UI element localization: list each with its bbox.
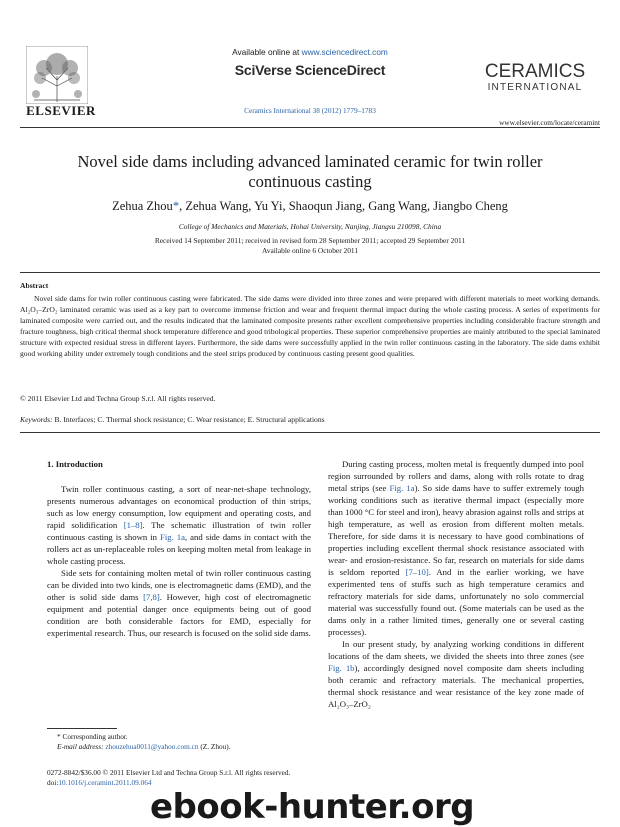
email-link[interactable]: zhouzehua0011@yahoo.com.cn (105, 742, 199, 751)
corresponding-author-mark[interactable]: * (172, 199, 180, 213)
available-online-date: Available online 6 October 2011 (261, 246, 359, 255)
ebook-hunter-watermark: ebook-hunter.org (150, 787, 475, 827)
fig-1a-link-2[interactable]: Fig. 1a (389, 483, 415, 493)
right-column (328, 458, 584, 710)
first-author: Zehua Zhou (112, 199, 173, 213)
journal-logo-international: INTERNATIONAL (487, 82, 583, 93)
text-run: In our present study, by analyzing working conditions in different locations of the dam sheets, we divided the sheets into three zones (see (328, 639, 584, 661)
intro-paragraph-3 (328, 458, 584, 638)
received-dates: Received 14 September 2011; received in revised form 28 September 2011; accepted 29 September 2011 (154, 236, 466, 245)
email-suffix: (Z. Zhou). (198, 742, 231, 751)
coauthors: , Zehua Wang, Yu Yi, Shaoqun Jiang, Gang Wang, Jiangbo Cheng (179, 199, 508, 213)
doi-link[interactable]: 10.1016/j.ceramint.2011.09.064 (58, 778, 152, 787)
text-run: During casting process, molten metal is frequently dumped into pool region surrounded by rollers and dams, along with rolls rotate to drag metal strips (see (328, 459, 584, 493)
text-run: , and side dams in contact with the rollers act as un-replaceable roles on keeping molten metal from leakage in whole casting process. (47, 532, 311, 566)
corresponding-author-note (47, 732, 311, 742)
text-run: . The schematic illustration of twin roller continuous casting is shown in (47, 520, 311, 542)
journal-homepage-url[interactable]: www.elsevier.com/locate/ceramint (499, 118, 600, 127)
intro-paragraph-1 (47, 483, 311, 567)
footnote-text: Corresponding author. (60, 732, 128, 741)
abstract-copyright: © 2011 Elsevier Ltd and Techna Group S.r.l. All rights reserved. (20, 394, 216, 403)
abstract-heading: Abstract (20, 281, 49, 290)
keywords-list: B. Interfaces; C. Thermal shock resistance; C. Wear resistance; E. Structural applications (52, 415, 325, 424)
ref-link-1-8[interactable]: [1–8] (123, 520, 143, 530)
intro-paragraph-4 (328, 638, 584, 710)
abstract-top-divider (20, 272, 600, 273)
ref-link-7-10[interactable]: [7–10] (405, 567, 429, 577)
doi-label: doi: (47, 778, 59, 787)
elsevier-wordmark: ELSEVIER (26, 103, 96, 118)
text-run: . However, high cost of electromagnetic equipment and potential danger once equipments being out of good condition are both considerable factors for EMD, especially for experimental research. Thus, our research is focused on the solid side dams. (47, 592, 312, 638)
keywords (20, 415, 600, 424)
keywords-label: Keywords: (20, 415, 53, 424)
email-line (47, 742, 311, 752)
article-history (40, 236, 580, 256)
footnote (47, 732, 311, 752)
intro-paragraph-2 (47, 567, 311, 639)
author-list (40, 199, 580, 214)
left-column (47, 483, 311, 639)
text-run: Side sets for containing molten metal of twin roller continuous casting can be divided into two kinds, one is electromagnetic dams (EMD), and the other is solid side dams (47, 568, 311, 602)
available-prefix: Available online at (232, 47, 302, 57)
sciverse-sciencedirect-logo: SciVerse ScienceDirect (234, 62, 386, 78)
footnote-rule (47, 728, 117, 729)
footnote-mark: * (57, 732, 61, 741)
fig-1b-link[interactable]: Fig. 1b (328, 663, 355, 673)
affiliation: College of Mechanics and Materials, Hohai University, Nanjing, Jiangsu 210098, China (178, 222, 442, 231)
text-run: Twin roller continuous casting, a sort of near-net-shape technology, presents numerous advantages on economical production of thin strips, such as low energy consumption, low equipment and operating costs, and rapid solidification (47, 484, 311, 530)
email-label: E-mail address: (57, 742, 106, 751)
text-run: ). So side dams have to suffer extremely tough working conditions such as iterative thermal impact (especially more than 1000 °C for steel and iron), heavy abrasion against rolls and strips at high temperature, as well as erosion from different molten metals. Therefore, for side dams it is necessary to have good combinations of properties including excellent thermal shock resistance associated with wear- and erosion-resistance. So far, research on materials for side dams is seldom reported (328, 483, 584, 577)
elsevier-tree-logo (26, 46, 88, 104)
text-run: ), accordingly designed novel composite dam sheets including both ceramic and refractory materials. The mechanical properties, thermal shock resistance and wear resistance of the key zone made of Al₂O₃–ZrO₂ (328, 663, 585, 709)
available-online-line (160, 47, 460, 57)
text-run: . And in the earlier working, we have experimented tens of stuffs such as high temperature ceramics and refractory materials for side dams, unfortunately no solo commercial material was successfully found out. (Some materials can be used as the dams only in a rather limited times, generally one or several casting processes). (328, 567, 584, 637)
article-title: Novel side dams including advanced laminated ceramic for twin roller continuous casting (77, 152, 543, 191)
fig-1a-link[interactable]: Fig. 1a (160, 532, 185, 542)
ref-link-7-8[interactable]: [7,8] (143, 592, 160, 602)
issn-line: 0272-8842/$36.00 © 2011 Elsevier Ltd and Techna Group S.r.l. All rights reserved. (47, 768, 291, 777)
abstract-body: Novel side dams for twin roller continuous casting were fabricated. The side dams were divided into three zones and were prepared with different materials to meet working demands. Al₂O₃–ZrO₂ laminated ceramic was used as a key part to overcome immense friction and wear and frequent thermal impact during the whole casting process. A series of experiments for laminated composite were carried out, and the results indicated that the laminated composite presents rather excellent comprehensive properties including considerable fracture strength and fracture toughness, high critical thermal shock temperature difference and good tribological properties. These superior comprehensive properties are mainly attributed to the special laminated structure with expected residual stress in different layers. Furthermore, the side dams were successfully applied in the twin roller continuous casting in the laboratory. The side dams exhibit good working ability under extremely tough conditions and the steel strips produced by continuous casting present good qualities. (20, 294, 600, 359)
abstract-bottom-divider (20, 432, 600, 433)
sciencedirect-link[interactable]: www.sciencedirect.com (301, 47, 388, 57)
article-identifiers (47, 768, 377, 788)
header-divider (20, 127, 600, 128)
section-heading-introduction: 1. Introduction (47, 459, 103, 469)
journal-logo-ceramics: CERAMICS (484, 61, 586, 82)
journal-reference-link[interactable]: Ceramics International 38 (2012) 1779–1783 (244, 106, 376, 115)
